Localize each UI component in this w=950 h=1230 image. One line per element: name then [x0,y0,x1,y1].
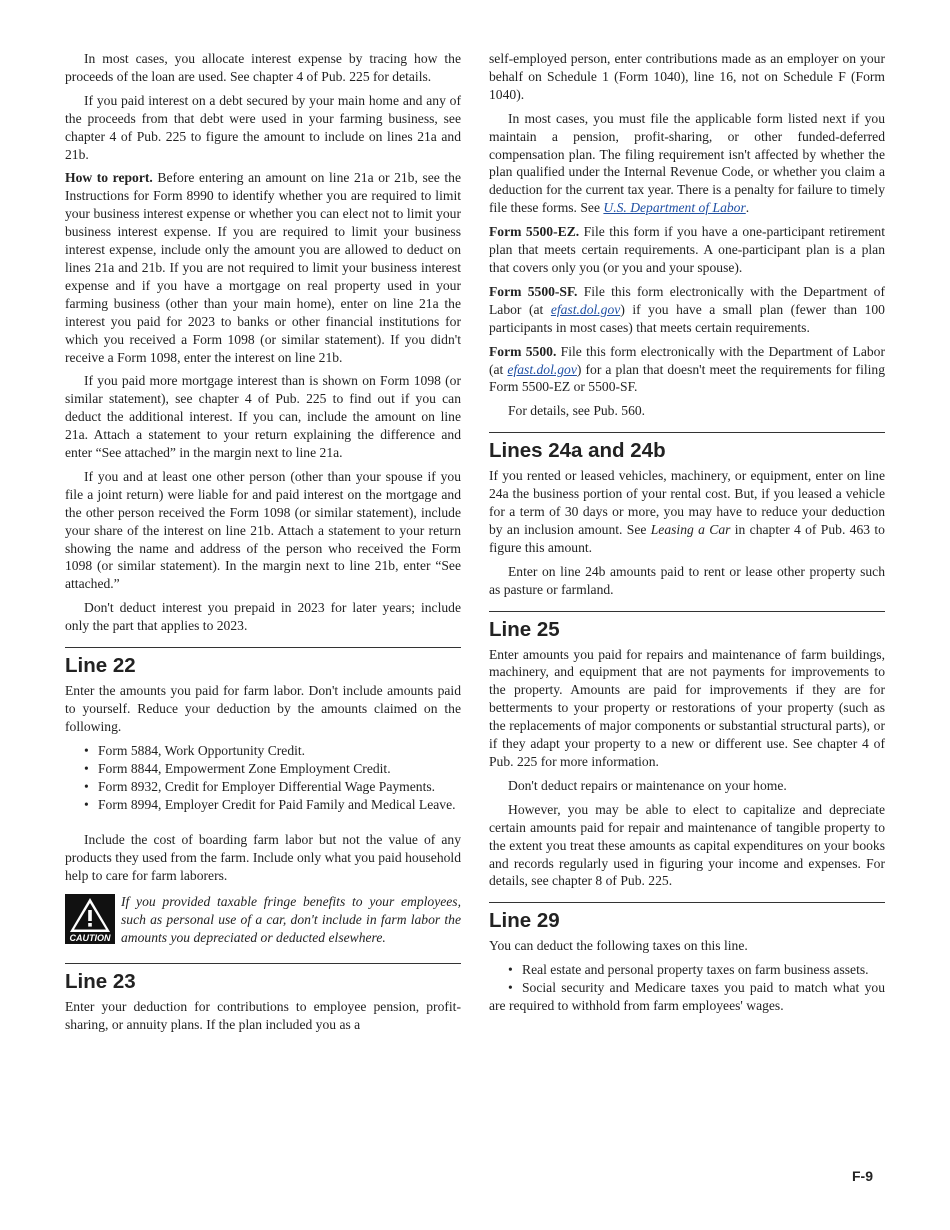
paragraph: If you and at least one other person (other than your spouse if you file a joint return) were liable for and paid interest on the mortgage and the other person received the Form 1098 (or similar statement), include your share of the interest on line 21b. Attach a statement to your return showing the name and address of the person who received the Form 1098 (or similar statement). In the margin next to line 21b, enter “See attached.” [65,468,461,592]
bullet-list [65,742,461,814]
paragraph: Don't deduct interest you prepaid in 2023 for later years; include only the part that applies to 2023. [65,600,461,634]
paragraph: Enter the amounts you paid for farm labor. Don't include amounts paid to yourself. Reduce your deduction by the amounts claimed on the following. [65,683,461,734]
bullet-icon: • [508,980,513,996]
form-5500-paragraph: Form 5500. File this form electronically with the Department of Labor (at efast.dol.gov) for a plan that doesn't meet the requirements for filing Form 5500-EZ or 5500-SF. [489,343,885,395]
run-in-heading: Form 5500-EZ. [489,224,580,240]
section-heading-line-23: Line 23 [65,969,136,993]
page-number: F-9 [852,1168,873,1184]
section-heading-line-29: Line 29 [489,909,560,933]
left-column [65,50,461,1040]
list-item: • Form 8994, Employer Credit for Paid Family and Medical Leave. [84,796,456,812]
section-divider [65,963,461,964]
italic-reference: Leasing a Car [650,521,731,537]
paragraph: If you rented or leased vehicles, machinery, or equipment, enter on line 24a the business portion of your rental cost. But, if you leased a vehicle for a term of 30 days or more, you may have to reduce your deduction by an inclusion amount. See Leasing a Car in chapter 4 of Pub. 463 to figure this amount. [489,468,885,555]
section-heading-line-22: Line 22 [65,654,136,678]
section-divider [489,432,885,433]
efast-link[interactable]: efast.dol.gov [507,361,577,377]
paragraph: If you paid more mortgage interest than is shown on Form 1098 (or similar statement), see chapter 4 of Pub. 225 to find out if you can deduct the additional interest. If you can, include the amount on line 21a. Attach a statement to your return explaining the difference and enter “See attached” in the margin next to line 21a. [65,373,461,461]
run-in-heading: How to report. [65,170,153,186]
bullet-icon: • [84,760,89,776]
section-divider [489,902,885,903]
list-item: • Form 5884, Work Opportunity Credit. [84,742,306,758]
paragraph: Include the cost of boarding farm labor but not the value of any products they used from the farm. Include only what you paid household help to care for farm laborers. [65,832,461,884]
run-in-heading: Form 5500-SF. [489,283,578,299]
section-divider [65,647,461,648]
form-5500-sf-paragraph: Form 5500-SF. File this form electronically with the Department of Labor (at efast.dol.gov) if you have a small plan (fewer than 100 participants in most cases) that meets certain requirements. [489,283,885,335]
bullet-icon: • [84,778,89,794]
form-5500-ez-paragraph: Form 5500-EZ. File this form if you have a one-participant retirement plan that meets certain requirements. A one-participant plan is a plan that covers only you (or you and your spouse). [489,224,885,275]
paragraph: You can deduct the following taxes on this line. [489,938,748,954]
section-divider [489,611,885,612]
paragraph: For details, see Pub. 560. [508,403,646,419]
paragraph: In most cases, you must file the applicable form listed next if you maintain a pension, profit-sharing, or other funded-deferred compensation plan. The filing requirement isn't affected by whether the plan qualified under the Internal Revenue Code, or whether you claim a deduction for the current tax year. There is a penalty for failure to timely file these forms. See U.S. Department of Labor. [489,110,885,216]
section-heading-lines-24a-24b: Lines 24a and 24b [489,439,666,463]
caution-text: If you provided taxable fringe benefits to your employees, such as personal use of a car, don't include in farm labor the amounts you depreciated or deducted elsewhere. [121,894,461,945]
run-in-heading: Form 5500. [489,343,557,359]
paragraph: Enter amounts you paid for repairs and maintenance of farm buildings, machinery, and equipment that are not payments for improvements to the property. Amounts are paid for improvements if they are for betterments to your property or restorations of your property (such as the replacements of major components or substantial structural parts), or if they adapt your property to a new or different use. See chapter 4 of Pub. 225 for more information. [489,646,885,769]
right-column [489,50,885,1021]
caution-note [65,893,461,947]
paragraph-text: Before entering an amount on line 21a or 21b, see the Instructions for Form 8990 to identify whether you are required to limit your business interest expense or whether you can elect not to limit your business interest expense. If you are required to limit your business interest expense, include only the amount you are allowed to deduct on lines 21a and 21b. If you are not required to limit your business interest expense and if you have a mortgage on real property used in your farming business (other than your main home), enter on line 21a the interest you paid for 2023 to banks or other financial institutions for which you received a Form 1098 (or similar statement). If you didn't receive a Form 1098, enter the interest on line 21b. [65,170,462,365]
paragraph: However, you may be able to elect to capitalize and depreciate certain amounts paid for repair and maintenance of tangible property to the extent you treat these amounts as capital expenditures on your books and records regularly used in figuring your income and expenses. For details, see chapter 8 of Pub. 225. [489,801,885,889]
paragraph: Enter on line 24b amounts paid to rent or lease other property such as pasture or farmland. [489,563,885,597]
list-item: • Social security and Medicare taxes you paid to match what you are required to withhold from farm employees' wages. [489,980,885,1014]
how-to-report-paragraph [65,169,461,366]
section-heading-line-25: Line 25 [489,617,560,641]
paragraph: Enter your deduction for contributions to employee pension, profit-sharing, or annuity plans. If the plan included you as a [65,998,461,1032]
paragraph: self-employed person, enter contributions made as an employer on your behalf on Schedule 1 (Form 1040), line 16, not on Schedule F (Form 1040). [489,51,885,102]
paragraph: In most cases, you allocate interest expense by tracing how the proceeds of the loan are used. See chapter 4 of Pub. 225 for details. [65,51,461,84]
bullet-icon: • [508,962,513,978]
bullet-icon: • [84,742,89,758]
list-item: • Form 8932, Credit for Employer Differential Wage Payments. [84,778,436,794]
list-item: • Real estate and personal property taxes on farm business assets. [508,962,869,978]
bullet-list [489,961,885,1015]
list-item: • Form 8844, Empowerment Zone Employment Credit. [84,760,391,776]
bullet-icon: • [84,796,89,812]
caution-icon [65,894,115,944]
dol-link[interactable]: U.S. Department of Labor [603,200,746,216]
paragraph: If you paid interest on a debt secured by your main home and any of the proceeds from that debt were used in your farming business, see chapter 4 of Pub. 225 to figure the amount to include on lines 21a and 21b. [65,92,461,162]
caution-label: CAUTION [69,933,111,944]
paragraph: Don't deduct repairs or maintenance on your home. [508,777,787,793]
efast-link[interactable]: efast.dol.gov [550,301,621,317]
